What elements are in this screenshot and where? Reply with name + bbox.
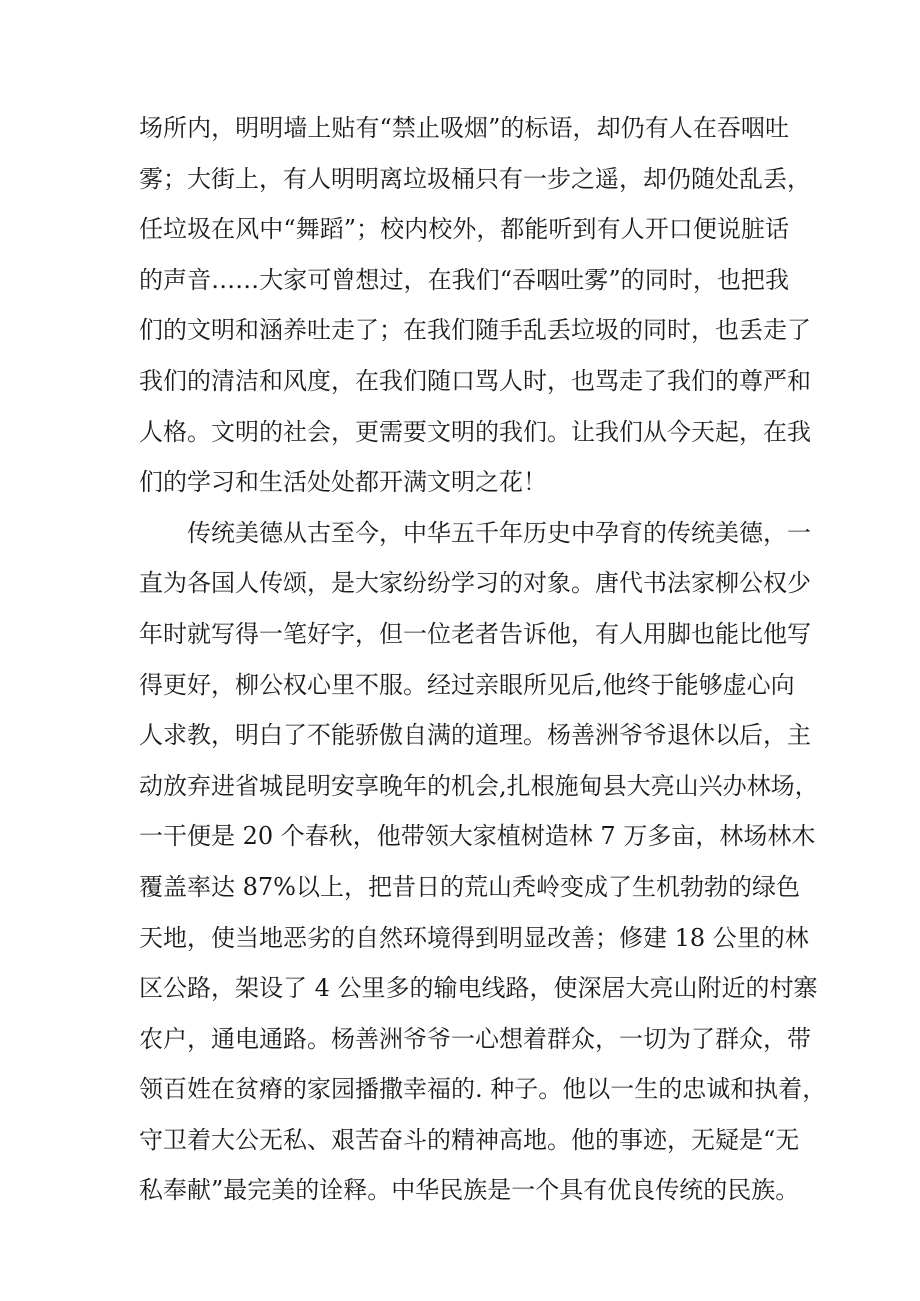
text-line: 年时就写得一笔好字，但一位老者告诉他，有人用脚也能比他写 (139, 619, 811, 648)
text-line: 一干便是 20 个春秋，他带领大家植树造林 7 万多亩，林场林木 (139, 822, 816, 851)
text-line: 领百姓在贫瘠的家园播撒幸福的. 种子。他以一生的忠诚和执着， (139, 1075, 827, 1104)
text-line: 传统美德从古至今，中华五千年历史中孕育的传统美德，一 (187, 518, 811, 547)
text-line: 农户，通电通路。杨善洲爷爷一心想着群众，一切为了群众，带 (139, 1024, 811, 1053)
text-line: 们的学习和生活处处都开满文明之花！ (139, 468, 547, 497)
text-line: 得更好，柳公权心里不服。经过亲眼所见后,他终于能够虚心向 (139, 670, 795, 699)
text-line: 私奉献”最完美的诠释。中华民族是一个具有优良传统的民族。 (139, 1176, 800, 1205)
text-line: 人格。文明的社会，更需要文明的我们。让我们从今天起，在我 (139, 417, 811, 446)
text-line: 区公路，架设了 4 公里多的输电线路，使深居大亮山附近的村寨 (139, 974, 818, 1003)
text-line: 任垃圾在风中“舞蹈”；校内校外，都能听到有人开口便说脏话 (139, 215, 789, 244)
text-line: 直为各国人传颂，是大家纷纷学习的对象。唐代书法家柳公权少 (139, 569, 811, 598)
paragraph-1 (139, 103, 811, 508)
paragraph-2 (139, 508, 827, 1216)
text-line: 动放弃进省城昆明安享晚年的机会,扎根施甸县大亮山兴办林场， (139, 771, 819, 800)
text-line: 雾；大街上，有人明明离垃圾桶只有一步之遥，却仍随处乱丢， (139, 164, 811, 193)
document-body (139, 103, 827, 1216)
text-line: 天地，使当地恶劣的自然环境得到明显改善；修建 18 公里的林 (139, 923, 809, 952)
text-line: 我们的清洁和风度，在我们随口骂人时，也骂走了我们的尊严和 (139, 366, 811, 395)
text-line: 守卫着大公无私、艰苦奋斗的精神高地。他的事迹，无疑是“无 (139, 1125, 800, 1154)
text-line: 场所内，明明墙上贴有“禁止吸烟”的标语，却仍有人在吞咽吐 (139, 114, 789, 142)
text-line: 覆盖率达 87%以上，把昔日的荒山秃岭变成了生机勃勃的绿色 (139, 872, 800, 901)
text-line: 们的文明和涵养吐走了；在我们随手乱丢垃圾的同时，也丢走了 (139, 316, 811, 345)
text-line: 的声音……大家可曾想过，在我们“吞咽吐雾”的同时，也把我 (139, 265, 789, 294)
text-line: 人求教，明白了不能骄傲自满的道理。杨善洲爷爷退休以后，主 (139, 721, 811, 750)
